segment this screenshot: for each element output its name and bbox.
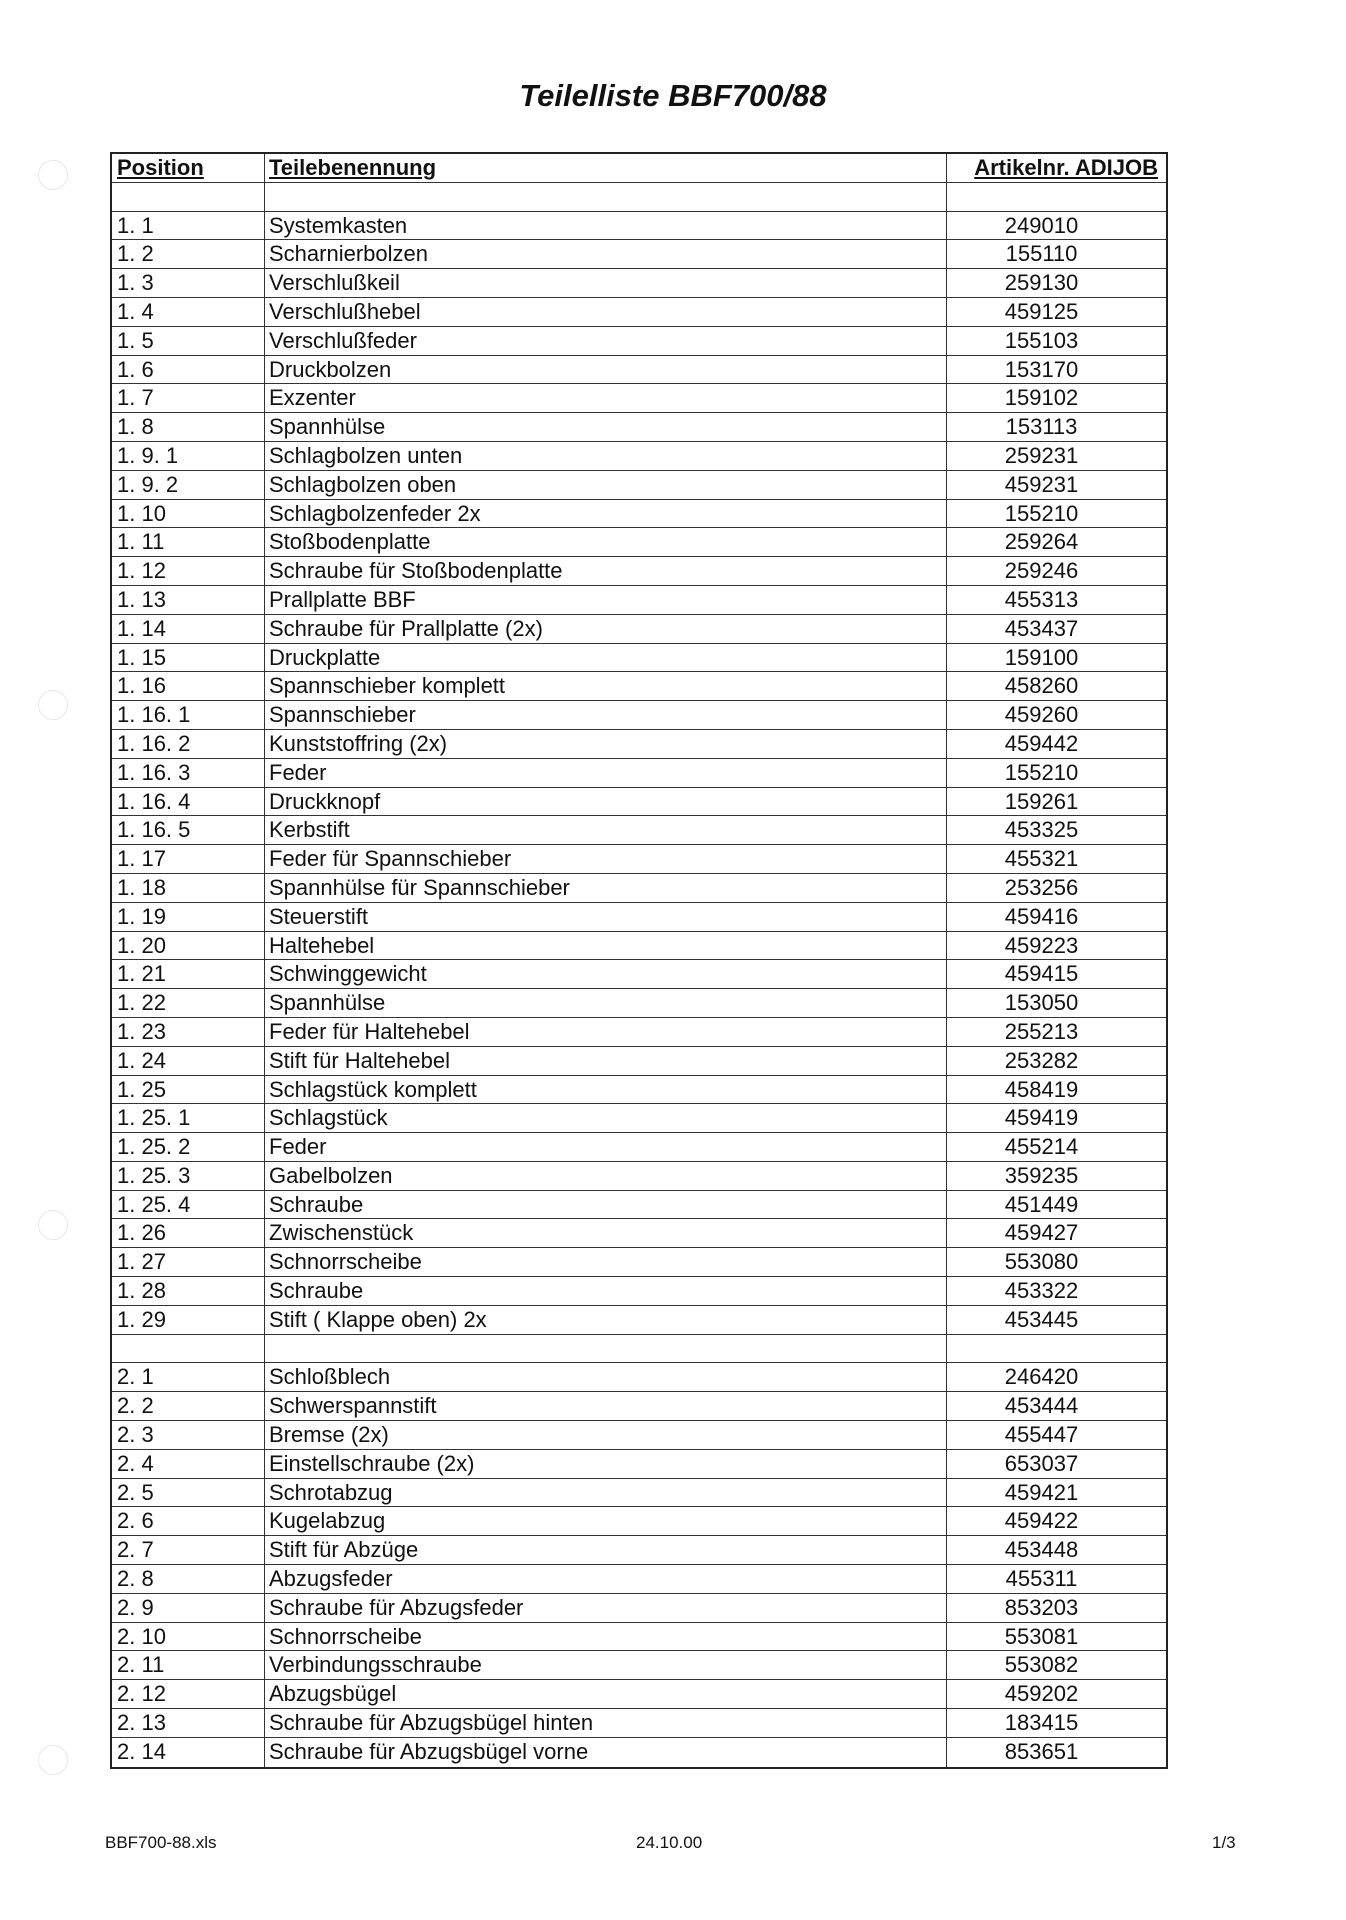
cell-part-name: Schraube für Abzugsfeder: [265, 1594, 947, 1622]
table-row: [112, 1191, 1166, 1220]
table-row: [112, 557, 1166, 586]
cell-article-number: 259231: [1004, 442, 1079, 468]
cell-part-name: Prallplatte BBF: [265, 586, 947, 614]
table-row: [112, 1277, 1166, 1306]
cell-part-name: Spannschieber: [265, 701, 947, 729]
cell-article-number: 553082: [1004, 1652, 1079, 1678]
cell-part-name: Stift ( Klappe oben) 2x: [265, 1306, 947, 1334]
cell-position: 1. 7: [112, 384, 265, 412]
cell-position: 1. 16: [112, 672, 265, 700]
cell-article-number: 259130: [1004, 270, 1079, 296]
cell-article-number: 359235: [1004, 1162, 1079, 1188]
cell-position: 1. 22: [112, 989, 265, 1017]
cell-position: 2. 9: [112, 1594, 265, 1622]
cell-position: 1. 12: [112, 557, 265, 585]
cell-position: 1. 8: [112, 413, 265, 441]
footer-filename: BBF700-88.xls: [105, 1833, 217, 1852]
page-title: Teilelliste BBF700/88: [519, 78, 827, 113]
cell-part-name: Systemkasten: [265, 212, 947, 240]
cell-part-name: Schwerspannstift: [265, 1392, 947, 1420]
table-row: [112, 701, 1166, 730]
cell-position: 1. 4: [112, 298, 265, 326]
cell-position: 2. 2: [112, 1392, 265, 1420]
cell-position: 1. 16. 1: [112, 701, 265, 729]
header-article-number: Artikelnr. ADIJOB: [974, 155, 1158, 180]
table-row: [112, 1709, 1166, 1738]
cell-part-name: Scharnierbolzen: [265, 240, 947, 268]
cell-position: 2. 10: [112, 1623, 265, 1651]
cell-position: 1. 16. 4: [112, 788, 265, 816]
table-row: [112, 874, 1166, 903]
cell-article-number: 455447: [1004, 1422, 1079, 1448]
cell-part-name: Spannschieber komplett: [265, 672, 947, 700]
cell-article-number: 459422: [1004, 1508, 1079, 1534]
cell-article-number: 459125: [1004, 298, 1079, 324]
cell-article-number: 155103: [1004, 327, 1079, 353]
table-row: [112, 1623, 1166, 1652]
cell-position: 2. 12: [112, 1680, 265, 1708]
cell-part-name: Schraube für Abzugsbügel hinten: [265, 1709, 947, 1737]
cell-article-number: 459223: [1004, 932, 1079, 958]
cell-position: 1. 17: [112, 845, 265, 873]
cell-position: 1. 3: [112, 269, 265, 297]
cell-part-name: Abzugsbügel: [265, 1680, 947, 1708]
cell-article-number: 259264: [1004, 529, 1079, 555]
table-row: [112, 1565, 1166, 1594]
cell-article-number: 455321: [1004, 846, 1079, 872]
cell-article-number: 459427: [1004, 1220, 1079, 1246]
cell-part-name: Verschlußkeil: [265, 269, 947, 297]
cell-part-name: Schlagbolzen unten: [265, 442, 947, 470]
table-row: [112, 903, 1166, 932]
cell-article-number: 459416: [1004, 903, 1079, 929]
cell-article-number: 453444: [1004, 1393, 1079, 1419]
cell-position: 1. 19: [112, 903, 265, 931]
cell-part-name: Feder: [265, 759, 947, 787]
cell-position: 2. 6: [112, 1507, 265, 1535]
cell-position: 1. 15: [112, 644, 265, 672]
table-row: [112, 960, 1166, 989]
table-row: [112, 1680, 1166, 1709]
cell-article-number: 159261: [1004, 788, 1079, 814]
cell-position: 2. 4: [112, 1450, 265, 1478]
table-row: [112, 644, 1166, 673]
cell-article-number: 458419: [1004, 1076, 1079, 1102]
table-row: [112, 1536, 1166, 1565]
cell-article-number: 459260: [1004, 702, 1079, 728]
cell-position: 2. 8: [112, 1565, 265, 1593]
cell-part-name: Haltehebel: [265, 932, 947, 960]
cell-article-number: [947, 1335, 1166, 1363]
cell-article-number: 459419: [1004, 1105, 1079, 1131]
cell-part-name: Schloßblech: [265, 1363, 947, 1391]
cell-position: 1. 27: [112, 1248, 265, 1276]
cell-article-number: 453437: [1004, 615, 1079, 641]
table-row: [112, 1076, 1166, 1105]
cell-part-name: Schnorrscheibe: [265, 1623, 947, 1651]
cell-position: 1. 20: [112, 932, 265, 960]
cell-article-number: 459202: [1004, 1681, 1079, 1707]
table-row: [112, 730, 1166, 759]
cell-position: 1. 9. 2: [112, 471, 265, 499]
table-row: [112, 327, 1166, 356]
cell-article-number: 155210: [1004, 759, 1079, 785]
cell-position: 1. 25. 2: [112, 1133, 265, 1161]
table-row: [112, 989, 1166, 1018]
table-row: [112, 788, 1166, 817]
cell-part-name: Druckplatte: [265, 644, 947, 672]
cell-part-name: Gabelbolzen: [265, 1162, 947, 1190]
table-row: [112, 1248, 1166, 1277]
cell-part-name: Spannhülse: [265, 989, 947, 1017]
cell-position: 1. 14: [112, 615, 265, 643]
table-row: [112, 1047, 1166, 1076]
cell-part-name: Schnorrscheibe: [265, 1248, 947, 1276]
cell-position: 2. 7: [112, 1536, 265, 1564]
footer-page-number: 1/3: [1212, 1833, 1236, 1852]
table-row: [112, 240, 1166, 269]
cell-article-number: 455214: [1004, 1134, 1079, 1160]
cell-part-name: Druckknopf: [265, 788, 947, 816]
cell-position: 2. 5: [112, 1479, 265, 1507]
table-header-row: [112, 154, 1166, 183]
table-row: [112, 183, 1166, 212]
cell-position: 1. 16. 5: [112, 816, 265, 844]
cell-part-name: Schlagstück: [265, 1104, 947, 1132]
table-row: [112, 1018, 1166, 1047]
cell-article-number: 453322: [1004, 1278, 1079, 1304]
header-position: Position: [112, 154, 265, 182]
table-row: [112, 500, 1166, 529]
cell-part-name: Exzenter: [265, 384, 947, 412]
cell-part-name: Einstellschraube (2x): [265, 1450, 947, 1478]
cell-article-number: 853203: [1004, 1594, 1079, 1620]
cell-part-name: [265, 1335, 947, 1363]
cell-part-name: Schrotabzug: [265, 1479, 947, 1507]
cell-article-number: 255213: [1004, 1018, 1079, 1044]
cell-part-name: Verschlußhebel: [265, 298, 947, 326]
table-row: [112, 1450, 1166, 1479]
table-row: [112, 1306, 1166, 1335]
cell-article-number: 253282: [1004, 1047, 1079, 1073]
cell-article-number: 853651: [1004, 1738, 1079, 1764]
table-row: [112, 586, 1166, 615]
table-row: [112, 932, 1166, 961]
cell-article-number: 553080: [1004, 1249, 1079, 1275]
table-row: [112, 1363, 1166, 1392]
cell-part-name: Schraube: [265, 1277, 947, 1305]
table-row: [112, 816, 1166, 845]
cell-article-number: 246420: [1004, 1364, 1079, 1390]
punch-hole: [38, 1210, 68, 1240]
cell-article-number: 653037: [1004, 1450, 1079, 1476]
cell-article-number: 455311: [1005, 1566, 1078, 1592]
cell-part-name: Kunststoffring (2x): [265, 730, 947, 758]
cell-article-number: [947, 183, 1166, 211]
cell-part-name: Spannhülse: [265, 413, 947, 441]
cell-article-number: 249010: [1004, 212, 1079, 238]
cell-part-name: Schraube für Prallplatte (2x): [265, 615, 947, 643]
cell-article-number: 155110: [1005, 241, 1078, 267]
cell-part-name: Stift für Haltehebel: [265, 1047, 947, 1075]
cell-article-number: 153050: [1004, 990, 1079, 1016]
cell-position: 1. 10: [112, 500, 265, 528]
cell-part-name: Verschlußfeder: [265, 327, 947, 355]
cell-article-number: 459415: [1004, 961, 1079, 987]
table-row: [112, 1219, 1166, 1248]
cell-position: 1. 23: [112, 1018, 265, 1046]
cell-position: 1. 24: [112, 1047, 265, 1075]
cell-article-number: 459421: [1004, 1479, 1079, 1505]
cell-position: 1. 6: [112, 356, 265, 384]
cell-part-name: Schwinggewicht: [265, 960, 947, 988]
cell-part-name: Abzugsfeder: [265, 1565, 947, 1593]
cell-article-number: 451449: [1004, 1191, 1079, 1217]
cell-article-number: 153113: [1005, 414, 1078, 440]
table-row: [112, 471, 1166, 500]
cell-position: 1. 11: [112, 528, 265, 556]
cell-part-name: Schraube: [265, 1191, 947, 1219]
punch-hole: [38, 1745, 68, 1775]
cell-article-number: 458260: [1004, 673, 1079, 699]
punch-hole: [38, 160, 68, 190]
table-row: [112, 384, 1166, 413]
header-part-name: Teilebenennung: [265, 154, 947, 182]
table-row: [112, 356, 1166, 385]
table-row: [112, 672, 1166, 701]
table-row: [112, 1594, 1166, 1623]
cell-article-number: 253256: [1004, 874, 1079, 900]
cell-position: 1. 18: [112, 874, 265, 902]
cell-position: 2. 14: [112, 1738, 265, 1767]
cell-position: 1. 25. 3: [112, 1162, 265, 1190]
table-row: [112, 1507, 1166, 1536]
cell-position: 2. 1: [112, 1363, 265, 1391]
cell-position: 1. 29: [112, 1306, 265, 1334]
cell-part-name: Schlagbolzen oben: [265, 471, 947, 499]
cell-position: [112, 183, 265, 211]
cell-position: 1. 5: [112, 327, 265, 355]
table-row: [112, 615, 1166, 644]
cell-part-name: Feder: [265, 1133, 947, 1161]
cell-article-number: 259246: [1004, 558, 1079, 584]
cell-part-name: Schlagstück komplett: [265, 1076, 947, 1104]
cell-article-number: 183415: [1004, 1710, 1079, 1736]
cell-part-name: Bremse (2x): [265, 1421, 947, 1449]
cell-part-name: Schraube für Stoßbodenplatte: [265, 557, 947, 585]
cell-part-name: [265, 183, 947, 211]
table-row: [112, 1421, 1166, 1450]
cell-part-name: Steuerstift: [265, 903, 947, 931]
cell-article-number: 453448: [1004, 1537, 1079, 1563]
table-row: [112, 1392, 1166, 1421]
cell-article-number: 159100: [1004, 644, 1079, 670]
table-row: [112, 269, 1166, 298]
cell-part-name: Spannhülse für Spannschieber: [265, 874, 947, 902]
cell-position: 2. 13: [112, 1709, 265, 1737]
cell-position: 1. 28: [112, 1277, 265, 1305]
cell-part-name: Stoßbodenplatte: [265, 528, 947, 556]
footer-date: 24.10.00: [636, 1833, 703, 1852]
cell-article-number: 159102: [1004, 385, 1079, 411]
cell-position: 1. 2: [112, 240, 265, 268]
table-row: [112, 1651, 1166, 1680]
parts-table: [110, 152, 1168, 1769]
cell-position: 1. 1: [112, 212, 265, 240]
cell-article-number: 153170: [1004, 356, 1079, 382]
cell-position: 2. 11: [112, 1651, 265, 1679]
cell-article-number: 453325: [1004, 817, 1079, 843]
cell-part-name: Feder für Spannschieber: [265, 845, 947, 873]
table-row: [112, 1133, 1166, 1162]
cell-part-name: Stift für Abzüge: [265, 1536, 947, 1564]
table-row: [112, 759, 1166, 788]
cell-part-name: Kugelabzug: [265, 1507, 947, 1535]
cell-article-number: 155210: [1004, 500, 1079, 526]
cell-position: 1. 26: [112, 1219, 265, 1247]
table-row: [112, 212, 1166, 241]
cell-position: 1. 25. 4: [112, 1191, 265, 1219]
cell-position: 1. 25. 1: [112, 1104, 265, 1132]
cell-position: 1. 16. 3: [112, 759, 265, 787]
table-row: [112, 1162, 1166, 1191]
cell-part-name: Verbindungsschraube: [265, 1651, 947, 1679]
table-row: [112, 413, 1166, 442]
cell-part-name: Zwischenstück: [265, 1219, 947, 1247]
cell-part-name: Druckbolzen: [265, 356, 947, 384]
table-row: [112, 528, 1166, 557]
cell-article-number: 553081: [1004, 1623, 1079, 1649]
cell-position: 2. 3: [112, 1421, 265, 1449]
cell-position: 1. 21: [112, 960, 265, 988]
table-row: [112, 1104, 1166, 1133]
table-row: [112, 845, 1166, 874]
cell-article-number: 455313: [1004, 586, 1079, 612]
cell-position: 1. 13: [112, 586, 265, 614]
cell-position: [112, 1335, 265, 1363]
cell-article-number: 459442: [1004, 730, 1079, 756]
table-row: [112, 1479, 1166, 1508]
cell-part-name: Feder für Haltehebel: [265, 1018, 947, 1046]
cell-part-name: Kerbstift: [265, 816, 947, 844]
table-row: [112, 1738, 1166, 1767]
cell-position: 1. 9. 1: [112, 442, 265, 470]
cell-position: 1. 16. 2: [112, 730, 265, 758]
table-row: [112, 442, 1166, 471]
cell-part-name: Schraube für Abzugsbügel vorne: [265, 1738, 947, 1767]
table-row: [112, 1335, 1166, 1364]
cell-position: 1. 25: [112, 1076, 265, 1104]
cell-article-number: 459231: [1004, 471, 1079, 497]
punch-hole: [38, 690, 68, 720]
cell-part-name: Schlagbolzenfeder 2x: [265, 500, 947, 528]
table-row: [112, 298, 1166, 327]
cell-article-number: 453445: [1004, 1306, 1079, 1332]
